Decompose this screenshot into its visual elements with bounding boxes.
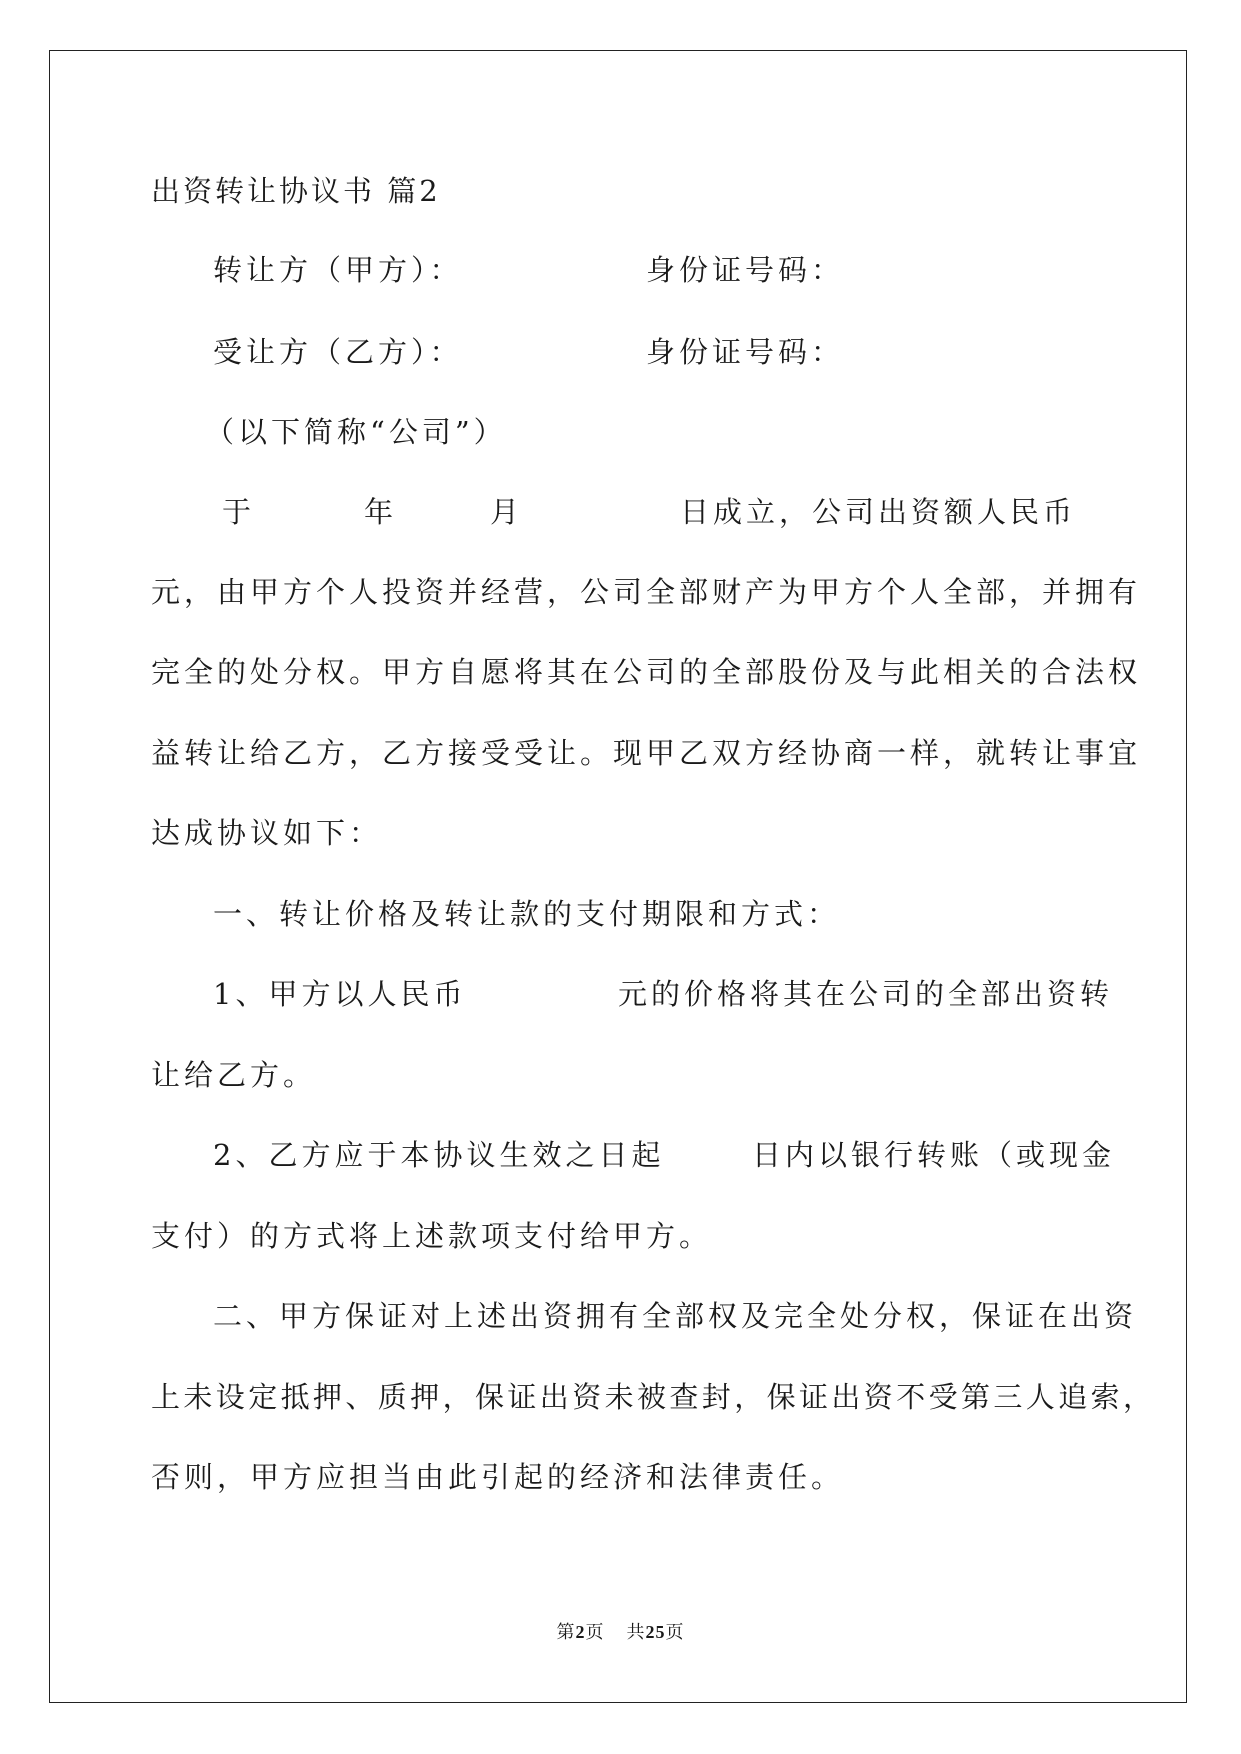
para1-line2: 元，由甲方个人投资并经营，公司全部财产为甲方个人全部，并拥有: [151, 575, 1142, 609]
item2-line2: 支付）的方式将上述款项支付给甲方。: [151, 1219, 713, 1253]
date-nian: 年: [364, 495, 398, 529]
section1-heading: 一、转让价格及转让款的支付期限和方式：: [213, 897, 841, 931]
document-title: 出资转让协议书 篇2: [151, 174, 441, 208]
party-b-label: 受让方（乙方）：: [213, 335, 463, 369]
item1-head: 1、甲方以人民币: [213, 977, 467, 1011]
item2-head: 2、乙方应于本协议生效之日起: [213, 1138, 665, 1172]
date-tail: 日成立，公司出资额人民币: [680, 495, 1077, 529]
para1-line3: 完全的处分权。甲方自愿将其在公司的全部股份及与此相关的合法权: [151, 655, 1142, 689]
para1-line5: 达成协议如下：: [151, 816, 383, 850]
party-a-label: 转让方（甲方）：: [213, 253, 463, 287]
para1-line4: 益转让给乙方，乙方接受受让。现甲乙双方经协商一样，就转让事宜: [151, 736, 1142, 770]
footer-prefix: 第: [556, 1622, 576, 1642]
section2-line1: 二、甲方保证对上述出资拥有全部权及完全处分权，保证在出资: [213, 1299, 1138, 1333]
item2-tail: 日内以银行转账（或现金: [752, 1138, 1116, 1172]
footer-page-unit: 页: [585, 1622, 605, 1642]
date-yu: 于: [222, 495, 256, 529]
section2-line2: 上未设定抵押、质押，保证出资未被查封，保证出资不受第三人追索，: [151, 1380, 1156, 1414]
item1-line2: 让给乙方。: [151, 1058, 317, 1092]
party-a-id-label: 身份证号码：: [646, 253, 845, 287]
footer-total-prefix: 共: [626, 1622, 646, 1642]
party-b-id-label: 身份证号码：: [646, 335, 845, 369]
company-note: （以下简称“公司”）: [205, 415, 507, 449]
footer-page-number: 2: [575, 1622, 586, 1642]
footer-total-pages: 25: [645, 1622, 666, 1642]
item1-tail: 元的价格将其在公司的全部出资转: [618, 977, 1114, 1011]
footer-total-unit: 页: [665, 1622, 685, 1642]
page-footer: [0, 1618, 1241, 1644]
section2-line3: 否则，甲方应担当由此引起的经济和法律责任。: [151, 1460, 845, 1494]
page-border: [49, 50, 1187, 1703]
date-yue: 月: [490, 495, 524, 529]
